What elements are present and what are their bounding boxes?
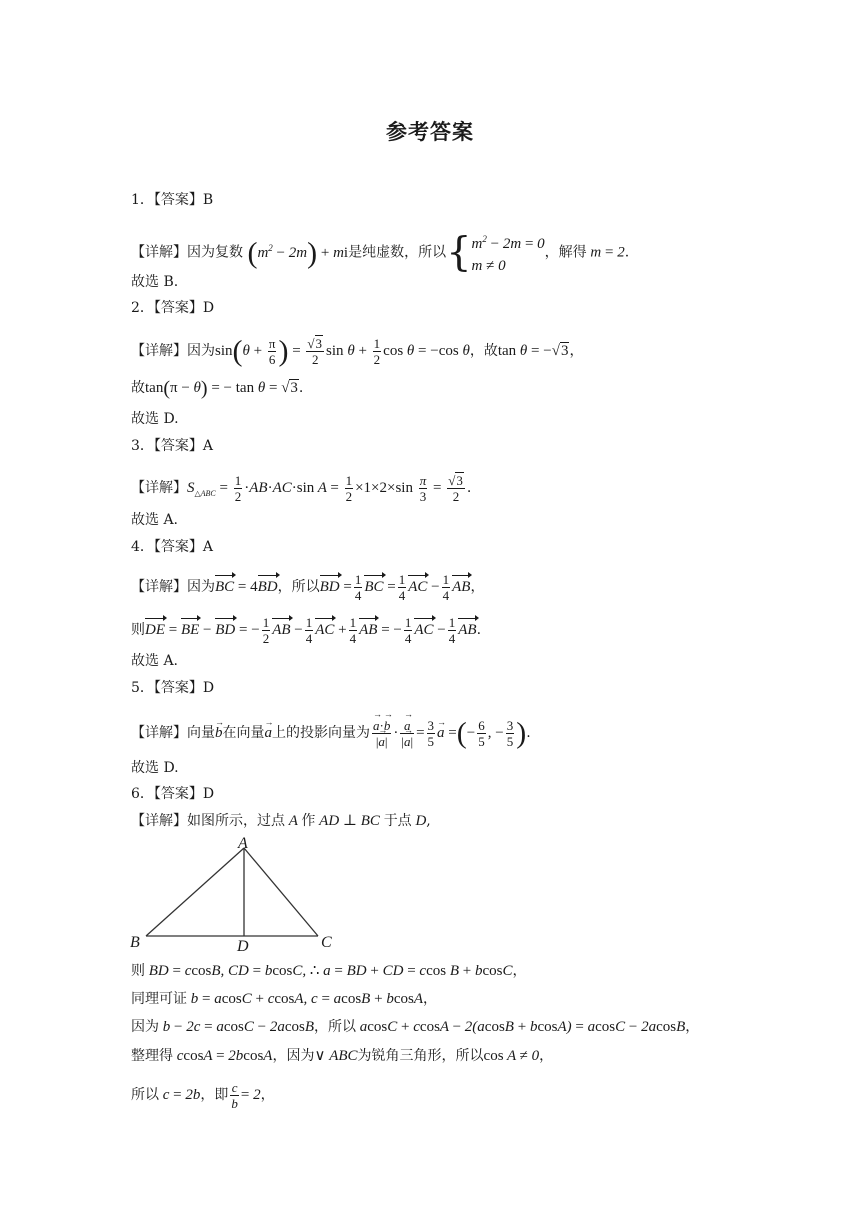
- q6-detail-text: ，即: [200, 1086, 229, 1103]
- q4-formula-2: DE = BE − BD = − $\frac{1}{2}$ AB − $\frac{1}{4}$ AC + $\frac{1}{4}$ AB = − $\frac{1}{4}$ AC − $\frac{1}{4}$ AB: [145, 615, 477, 646]
- q4-answer-line: [131, 537, 213, 557]
- q6-formula-2: BD = ccosB, CD = bcosC, ∴ a = BD + CD = ccos B + bcosC: [145, 963, 513, 979]
- q6-detail-line-2: 则 BD = ccosB, CD = bcosC, ∴ a = BD + CD = ccos B + bcosC，: [131, 963, 527, 979]
- q6-point-a: A: [285, 813, 302, 829]
- answer-label: 【答案】: [153, 680, 203, 696]
- detail-label: 【详解】: [131, 244, 187, 261]
- q6-detail-text: 如图所示，过点: [187, 813, 285, 829]
- q4-detail-text: 因为: [187, 578, 215, 595]
- q6-detail-line-6: 所以 c = 2b，即 $\frac{c}{b}$ = 2，: [131, 1080, 275, 1111]
- q1-detail-text: 是纯虚数，所以: [348, 244, 447, 261]
- q5-answer: D: [202, 680, 215, 696]
- q4-detail-line-2: 则DE = BE − BD = − $\frac{1}{2}$ AB − $\frac{1}{4}$ AC + $\frac{1}{4}$ AB = − $\frac{1}{4}$ AC − $\frac{1}{4}$ AB.: [131, 615, 482, 646]
- q1-detail-text: ，解得: [544, 244, 587, 261]
- q6-detail-line: 【详解】如图所示，过点 A 作 AD ⊥ BC 于点 D,: [131, 813, 431, 829]
- detail-label: 【详解】: [131, 342, 187, 359]
- q1-equation-system: $m^2 - 2m = 0$ m ≠ 0: [471, 234, 545, 274]
- q6-triangle-symbol: ∨ ABC: [314, 1048, 358, 1064]
- q3-number: 3．: [131, 438, 154, 454]
- q6-detail-line-5: 整理得 ccosA = 2bcosA，因为∨ ABC为锐角三角形，所以cos A ≠ 0，: [131, 1048, 554, 1064]
- q2-detail-text: ，故: [469, 342, 498, 359]
- q3-conclusion: 故选 A.: [131, 512, 179, 528]
- q6-detail-text: 整理得: [131, 1048, 173, 1064]
- q6-formula-7: cos A ≠ 0: [483, 1048, 540, 1064]
- q2-answer: D: [202, 300, 215, 316]
- q6-formula-4: b − 2c = acosC − 2acosB: [159, 1019, 315, 1035]
- q6-detail-text: 因为: [131, 1019, 159, 1035]
- q6-detail-text: 所以: [131, 1086, 159, 1103]
- q1-conclusion: 故选 B.: [131, 274, 179, 290]
- q6-detail-line-3: 同理可证 b = acosC + ccosA, c = acosB + bcosA，: [131, 991, 437, 1007]
- q4-formula: BD = $\frac{1}{4}$ BC = $\frac{1}{4}$ AC − $\frac{1}{4}$ AB: [319, 572, 471, 603]
- q5-vector-a: a →: [265, 723, 273, 743]
- q4-detail-text: ，所以: [277, 578, 320, 595]
- q6-formula-3: b = acosC + ccosA, c = acosB + bcosA: [187, 991, 423, 1007]
- q5-answer-line: [131, 678, 214, 698]
- answer-label: 【答案】: [153, 300, 203, 316]
- q6-number: 6．: [131, 786, 154, 802]
- q3-answer: A: [202, 438, 214, 454]
- q1-answer-line: [131, 190, 213, 210]
- answer-label: 【答案】: [153, 786, 203, 802]
- q2-tan-result: tan θ = −√3: [497, 342, 569, 359]
- q6-detail-text: 作: [301, 813, 316, 829]
- answer-label: 【答案】: [153, 539, 203, 555]
- q5-detail-text: 上的投影向量为: [272, 724, 370, 741]
- q1-number: 1．: [131, 192, 154, 208]
- q6-formula-8: c = 2b: [159, 1086, 201, 1103]
- q1-answer: B: [202, 192, 214, 208]
- q2-formula: sin(θ + $\frac{\pi}{6}$ ) = $\frac{√3}{2}$ sin θ + $\frac{1}{2}$ cos θ = −cos θ: [215, 334, 470, 368]
- q2-formula-2: tan(π − θ) = − tan θ = √3: [145, 377, 298, 400]
- q6-point-d: D: [411, 813, 427, 829]
- detail-label: 【详解】: [131, 724, 187, 741]
- q5-detail-text: 在向量: [222, 724, 265, 741]
- q6-detail-text: 则: [131, 963, 145, 979]
- answer-label: 【答案】: [153, 438, 203, 454]
- q6-formula-9: $\frac{c}{b}$ = 2: [231, 1080, 261, 1111]
- vertex-label-b: B: [130, 934, 140, 951]
- foot-label-d: D: [237, 938, 249, 954]
- q6-detail-text: ，所以: [314, 1019, 357, 1035]
- q6-detail-line-4: 因为 b − 2c = acosC − 2acosB，所以 acosC + ccosA − 2(acosB + bcosA) = acosC − 2acosB，: [131, 1019, 700, 1035]
- q6-formula-5: acosC + ccosA − 2(acosB + bcosA) = acosC − 2acosB: [356, 1019, 686, 1035]
- q6-detail-text: 为锐角三角形，所以: [357, 1048, 484, 1064]
- q1-detail-line: 【详解】因为复数 $(m^2 - 2m)$ + mi是纯虚数，所以{$m^2 - 2m = 0$ m ≠ 0，解得 m = 2.: [131, 229, 630, 276]
- detail-label: 【详解】: [131, 813, 187, 829]
- q3-detail-line: 【详解】$S_{\triangle ABC}$ = $\frac{1}{2}$ ·AB·AC·sin A = $\frac{1}{2}$ ×1×2×sin $\frac{\pi}{3}$ = $\frac{√3}{2}$ .: [131, 473, 472, 504]
- q2-detail-text: 故: [131, 380, 145, 396]
- q6-perpendicular: AD ⊥ BC: [315, 813, 384, 829]
- q6-answer-line: [131, 784, 214, 804]
- answer-label: 【答案】: [153, 192, 203, 208]
- q2-conclusion: 故选 D.: [131, 411, 179, 427]
- detail-label: 【详解】: [131, 479, 187, 496]
- q6-formula-6: ccosA = 2bcosA: [173, 1048, 273, 1064]
- q4-condition: BC = 4BD: [215, 578, 278, 595]
- q2-answer-line: [131, 298, 214, 318]
- triangle-figure: [126, 834, 346, 954]
- q4-detail-text: 则: [131, 621, 145, 638]
- q6-detail-text: ，因为: [272, 1048, 315, 1064]
- q5-conclusion: 故选 D.: [131, 760, 179, 776]
- vertex-label-c: C: [321, 934, 332, 951]
- q5-detail-text: 向量: [187, 724, 215, 741]
- q5-vector-b: b →: [215, 723, 223, 743]
- q2-detail-text: 因为: [187, 342, 215, 359]
- page-title: 参考答案: [386, 120, 474, 144]
- q6-answer: D: [202, 786, 215, 802]
- q5-formula: $\frac{a \to\cdot b \to}{|a \to|}$ · $\frac{a \to}{|a \to|}$ = $\frac{3}{5}$ a → =(− $\frac{6}{5}$ , − $\frac{3}{5}$ ): [370, 725, 526, 741]
- q4-conclusion: 故选 A.: [131, 653, 179, 669]
- q6-detail-text: 于点: [383, 813, 412, 829]
- q1-result: m = 2: [586, 244, 625, 261]
- q1-complex-formula: $(m^2 - 2m)$ + mi: [247, 236, 349, 270]
- q2-number: 2．: [131, 300, 154, 316]
- q3-formula: $S_{\triangle ABC}$ = $\frac{1}{2}$ ·AB·AC·sin A = $\frac{1}{2}$ ×1×2×sin $\frac{\pi}{3}$ = $\frac{√3}{2}$: [187, 473, 463, 504]
- detail-label: 【详解】: [131, 578, 187, 595]
- q2-detail-line: 【详解】因为sin(θ + $\frac{\pi}{6}$ ) = $\frac{√3}{2}$ sin θ + $\frac{1}{2}$ cos θ = −cos θ，故tan θ = −√3，: [131, 334, 584, 368]
- q4-detail-line: 【详解】因为BC = 4BD，所以BD = $\frac{1}{4}$ BC = $\frac{1}{4}$ AC − $\frac{1}{4}$ AB，: [131, 572, 485, 603]
- q1-detail-text: 因为复数: [187, 244, 243, 261]
- triangle-side-ac: [244, 848, 318, 936]
- q5-number: 5．: [131, 680, 154, 696]
- triangle-side-ab: [146, 848, 244, 936]
- q2-detail-line-2: 故tan(π − θ) = − tan θ = √3.: [131, 377, 304, 400]
- q3-answer-line: [131, 436, 213, 456]
- q6-detail-text: 同理可证: [131, 991, 187, 1007]
- q4-answer: A: [202, 539, 214, 555]
- q4-number: 4．: [131, 539, 154, 555]
- q5-detail-line: 【详解】向量b →在向量a →上的投影向量为 $\frac{a \to\cdot b \to}{|a \to|}$ · $\frac{a \to}{|a \to|}$ = $\frac{3}{5}$ a → =(− $\frac{6}{5}$ , − $\frac{3}{5}$ ).: [131, 718, 531, 749]
- vertex-label-a: A: [238, 835, 248, 852]
